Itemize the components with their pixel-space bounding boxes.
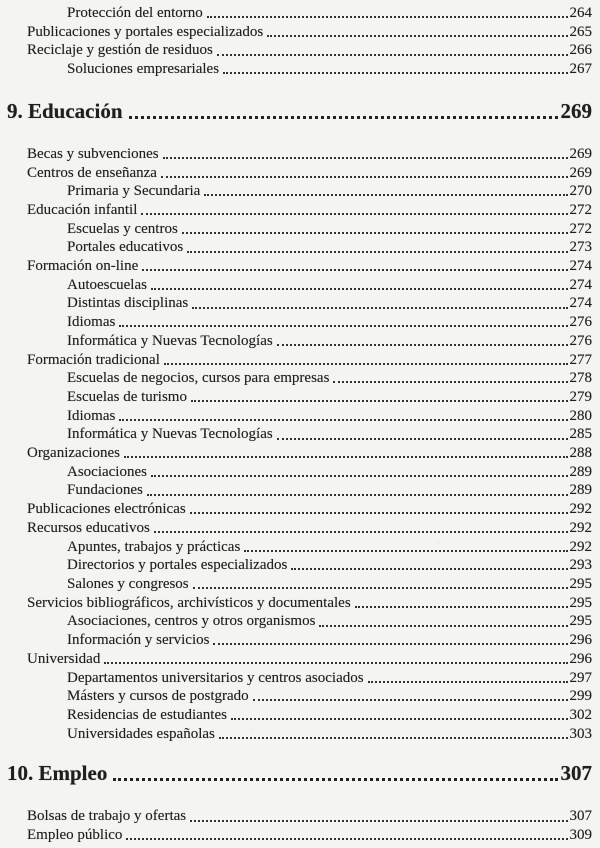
toc-entry-label: Becas y subvenciones	[27, 145, 159, 162]
toc-entry-page-number: 280	[569, 407, 592, 424]
dot-leader	[190, 820, 567, 822]
toc-entry-page-number: 296	[569, 650, 592, 667]
toc-entry-page-number: 289	[569, 463, 592, 480]
toc-entry-page-number: 309	[569, 827, 592, 844]
toc-entry-label: Información y servicios	[67, 632, 210, 649]
dot-leader	[217, 54, 568, 56]
dot-leader	[368, 681, 568, 683]
toc-entry-label: Empleo público	[27, 827, 123, 844]
dot-leader	[291, 568, 567, 570]
dot-leader	[124, 456, 567, 458]
dot-leader	[113, 778, 557, 781]
chapter-label: 10. Empleo	[7, 761, 108, 786]
toc-entry	[0, 369, 592, 388]
chapter-page-number: 307	[560, 761, 592, 786]
toc-entry-page-number: 295	[569, 575, 592, 592]
toc-entry-page-number: 276	[569, 314, 592, 331]
toc-entry-label: Universidad	[27, 650, 101, 667]
toc-entry	[0, 706, 592, 725]
toc-entry-page-number: 307	[569, 808, 592, 825]
dot-leader	[126, 838, 567, 840]
toc-entry-page-number: 276	[569, 332, 592, 349]
toc-entry	[0, 538, 592, 557]
dot-leader	[355, 606, 568, 608]
toc-entry-label: Recursos educativos	[27, 519, 150, 536]
toc-entry-label: Informática y Nuevas Tecnologías	[67, 426, 273, 443]
dot-leader	[277, 344, 568, 346]
toc-entry	[0, 4, 592, 23]
dot-leader	[204, 194, 567, 196]
toc-entry-page-number: 269	[569, 164, 592, 181]
toc-entry	[0, 351, 592, 370]
toc-entry	[0, 201, 592, 220]
dot-leader	[151, 475, 568, 477]
dot-leader	[223, 72, 567, 74]
toc-entry-page-number: 274	[569, 295, 592, 312]
toc-entry-page-number: 272	[569, 201, 592, 218]
toc-entry-label: Másters y cursos de postgrado	[67, 688, 249, 705]
dot-leader	[161, 176, 568, 178]
toc-entry-label: Organizaciones	[27, 445, 121, 462]
dot-leader	[141, 213, 567, 215]
toc-entry	[0, 669, 592, 688]
toc-entry-label: Autoescuelas	[67, 276, 147, 293]
toc-entry-page-number: 288	[569, 445, 592, 462]
toc-entry	[0, 444, 592, 463]
toc-entry-label: Primaria y Secundaria	[67, 183, 201, 200]
dot-leader	[267, 35, 567, 37]
toc-entry-label: Portales educativos	[67, 239, 184, 256]
toc-entry-page-number: 274	[569, 276, 592, 293]
chapter-page-number: 269	[560, 98, 592, 123]
toc-entry-page-number: 285	[569, 426, 592, 443]
toc-entry-page-number: 303	[569, 725, 592, 742]
toc-entry-label: Educación infantil	[27, 201, 138, 218]
toc-entry	[0, 650, 592, 669]
dot-leader	[119, 325, 567, 327]
toc-entry	[0, 60, 592, 79]
toc-entry-label: Informática y Nuevas Tecnologías	[67, 332, 273, 349]
toc-entry	[0, 313, 592, 332]
toc-entry	[0, 407, 592, 426]
toc-entry	[0, 631, 592, 650]
toc-entry	[0, 145, 592, 164]
dot-leader	[191, 400, 568, 402]
toc-entry	[0, 41, 592, 60]
dot-leader	[207, 16, 568, 18]
dot-leader	[319, 625, 567, 627]
toc-entry	[0, 238, 592, 257]
toc-entry-page-number: 270	[569, 183, 592, 200]
dot-leader	[154, 531, 568, 533]
toc-entry-page-number: 292	[569, 501, 592, 518]
toc-entry-page-number: 302	[569, 706, 592, 723]
toc-entry	[0, 500, 592, 519]
toc-entry	[0, 807, 592, 826]
dot-leader	[142, 269, 567, 271]
dot-leader	[187, 251, 567, 253]
toc-entry-label: Escuelas de negocios, cursos para empresas	[67, 370, 330, 387]
toc-entry-label: Idiomas	[67, 314, 116, 331]
dot-leader	[277, 438, 568, 440]
toc-chapter-heading	[0, 97, 592, 125]
toc-entry	[0, 257, 592, 276]
toc-entry-page-number: 273	[569, 239, 592, 256]
toc-entry	[0, 687, 592, 706]
toc-entry-label: Asociaciones	[67, 463, 147, 480]
toc-entry-label: Apuntes, trabajos y prácticas	[67, 538, 241, 555]
toc-entry-page-number: 289	[569, 482, 592, 499]
toc-entry-label: Distintas disciplinas	[67, 295, 189, 312]
toc-entry-label: Bolsas de trabajo y ofertas	[27, 808, 187, 825]
toc-entry	[0, 556, 592, 575]
toc-entry	[0, 294, 592, 313]
toc-entry-page-number: 266	[569, 42, 592, 59]
dot-leader	[193, 587, 568, 589]
dot-leader	[182, 232, 568, 234]
dot-leader	[129, 116, 558, 119]
dot-leader	[151, 288, 568, 290]
toc-entry-page-number: 296	[569, 632, 592, 649]
toc-entry-page-number: 299	[569, 688, 592, 705]
toc-entry-label: Universidades españolas	[67, 725, 215, 742]
toc-entry	[0, 332, 592, 351]
toc-entry-page-number: 297	[569, 669, 592, 686]
toc-entry-label: Escuelas de turismo	[67, 388, 187, 405]
dot-leader	[192, 307, 567, 309]
dot-leader	[244, 550, 567, 552]
toc-entry-page-number: 274	[569, 258, 592, 275]
dot-leader	[213, 643, 567, 645]
toc-entry-label: Directorios y portales especializados	[67, 557, 288, 574]
toc-entry	[0, 23, 592, 42]
toc-entry	[0, 164, 592, 183]
toc-entry-label: Salones y congresos	[67, 575, 189, 592]
dot-leader	[104, 662, 567, 664]
toc-entry-page-number: 295	[569, 594, 592, 611]
dot-leader	[163, 157, 568, 159]
toc-entry	[0, 612, 592, 631]
toc-entry	[0, 725, 592, 744]
toc-entry	[0, 481, 592, 500]
toc-entry-label: Publicaciones y portales especializados	[27, 23, 264, 40]
toc-entry-label: Formación tradicional	[27, 351, 160, 368]
dot-leader	[333, 381, 567, 383]
toc-entry	[0, 276, 592, 295]
toc-entry-page-number: 292	[569, 538, 592, 555]
toc-entry-page-number: 264	[569, 5, 592, 21]
dot-leader	[119, 419, 567, 421]
toc-entry	[0, 826, 592, 845]
toc-entry	[0, 594, 592, 613]
dot-leader	[190, 512, 568, 514]
dot-leader	[231, 718, 568, 720]
toc-entry-label: Protección del entorno	[67, 5, 203, 21]
toc-entry-label: Reciclaje y gestión de residuos	[27, 42, 213, 59]
toc-entry-label: Centros de enseñanza	[27, 164, 157, 181]
toc-entry-label: Publicaciones electrónicas	[27, 501, 186, 518]
toc-entry-page-number: 292	[569, 519, 592, 536]
toc-entry	[0, 388, 592, 407]
toc-entry-page-number: 265	[569, 23, 592, 40]
toc-entry-page-number: 267	[569, 61, 592, 78]
toc-entry-label: Departamentos universitarios y centros asociados	[67, 669, 364, 686]
toc-entry-page-number: 279	[569, 388, 592, 405]
toc-entry-page-number: 272	[569, 220, 592, 237]
toc-entry-label: Servicios bibliográficos, archivísticos y documentales	[27, 594, 351, 611]
toc-entry-label: Soluciones empresariales	[67, 61, 220, 78]
toc-entry	[0, 182, 592, 201]
toc-chapter-heading	[0, 759, 592, 787]
toc-entry	[0, 425, 592, 444]
toc-entry-label: Fundaciones	[67, 482, 143, 499]
dot-leader	[164, 363, 568, 365]
toc-entry-label: Escuelas y centros	[67, 220, 178, 237]
toc-entry-label: Formación on-line	[27, 258, 139, 275]
toc-entry	[0, 220, 592, 239]
toc-entry-label: Idiomas	[67, 407, 116, 424]
dot-leader	[253, 699, 568, 701]
toc-entry-page-number: 293	[569, 557, 592, 574]
toc-entry-page-number: 277	[569, 351, 592, 368]
toc-entry-page-number: 269	[569, 145, 592, 162]
toc-entry-label: Residencias de estudiantes	[67, 706, 227, 723]
toc-entry	[0, 575, 592, 594]
toc-list	[0, 4, 592, 845]
toc-entry	[0, 519, 592, 538]
dot-leader	[219, 737, 568, 739]
toc-entry-page-number: 295	[569, 613, 592, 630]
dot-leader	[147, 494, 568, 496]
toc-entry-page-number: 278	[569, 370, 592, 387]
toc-entry	[0, 463, 592, 482]
chapter-label: 9. Educación	[7, 98, 123, 123]
toc-entry-label: Asociaciones, centros y otros organismos	[67, 613, 316, 630]
